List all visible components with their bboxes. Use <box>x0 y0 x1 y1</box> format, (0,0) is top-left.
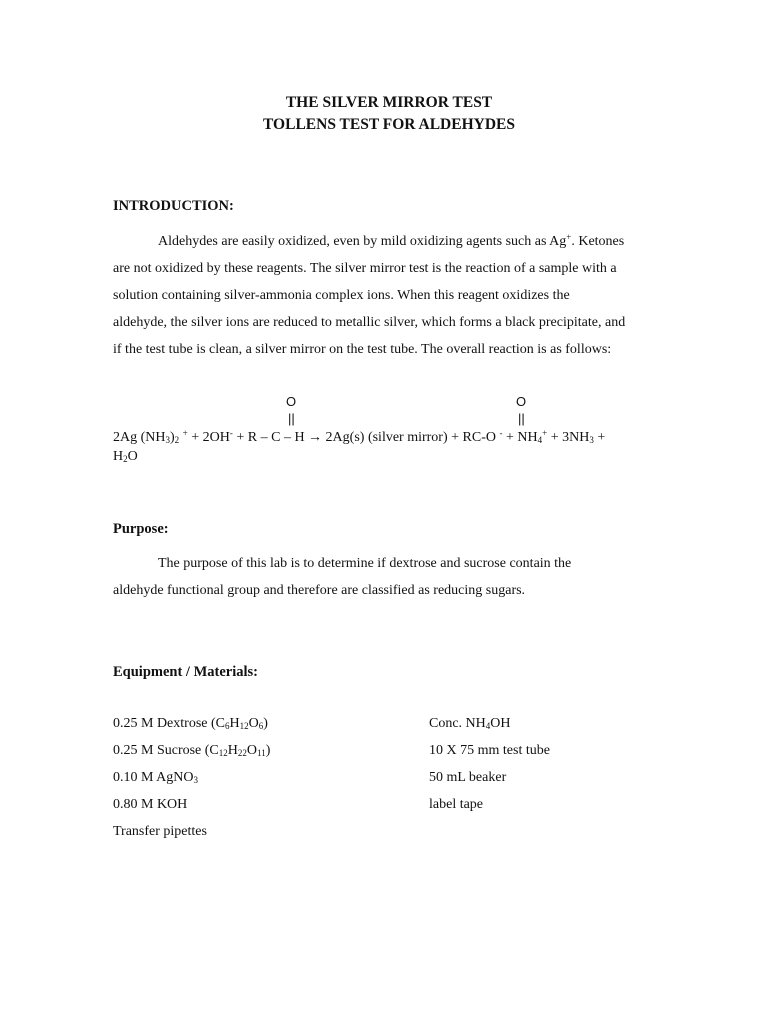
material-test-tube: 10 X 75 mm test tube <box>429 743 550 758</box>
material-ammonium-hydroxide: Conc. $NH_4OH$ <box>429 716 511 731</box>
intro-line-4: aldehyde, the silver ions are reduced to metallic silver, which forms a black precipitate, and <box>113 315 626 330</box>
purpose-heading: Purpose: <box>113 521 169 537</box>
material-label-tape: label tape <box>429 797 484 812</box>
title-line-1: THE SILVER MIRROR TEST <box>285 94 493 111</box>
material-sucrose: 0.25 M Sucrose $(C_{12}H_{22}O_{11})$ <box>113 743 271 758</box>
title-line-2: TOLLENS TEST FOR ALDEHYDES <box>263 116 515 133</box>
material-silver-nitrate: 0.10 M AgNO$_3$ <box>113 770 199 785</box>
intro-line-2: are not oxidized by these reagents. The silver mirror test is the reaction of a sample with a <box>113 261 617 276</box>
purpose-line-2: aldehyde functional group and therefore are classified as reducing sugars. <box>113 583 526 598</box>
reaction-equation-line-2: $H_2O$ <box>113 449 138 464</box>
double-bond-1: || <box>288 411 295 426</box>
reaction-equation-line-1: 2Ag $(NH_3)_2$ + + 2OH- + R – C – H → 2Ag(s) (silver mirror) + RC-O $^- + NH_4^+ + 3NH_3$ + <box>113 428 606 445</box>
carbonyl-oxygen-2: O <box>516 394 527 409</box>
material-beaker: 50 mL beaker <box>429 770 507 785</box>
material-koh: 0.80 M KOH <box>113 797 188 812</box>
equipment-heading: Equipment / Materials: <box>113 664 258 680</box>
introduction-heading: INTRODUCTION: <box>113 198 234 214</box>
intro-line-5: if the test tube is clean, a silver mirror on the test tube. The overall reaction is as follows: <box>113 342 612 357</box>
double-bond-2: || <box>518 411 525 426</box>
intro-line-3: solution containing silver-ammonia complex ions. When this reagent oxidizes the <box>113 288 570 303</box>
material-transfer-pipettes: Transfer pipettes <box>113 824 207 839</box>
purpose-line-1: The purpose of this lab is to determine if dextrose and sucrose contain the <box>158 556 572 571</box>
carbonyl-oxygen-1: O <box>286 394 297 409</box>
material-dextrose: 0.25 M Dextrose $(C_6H_{12}O_6)$ <box>113 716 268 731</box>
intro-line-1: Aldehydes are easily oxidized, even by mild oxidizing agents such as Ag+. Ketones <box>158 232 625 249</box>
